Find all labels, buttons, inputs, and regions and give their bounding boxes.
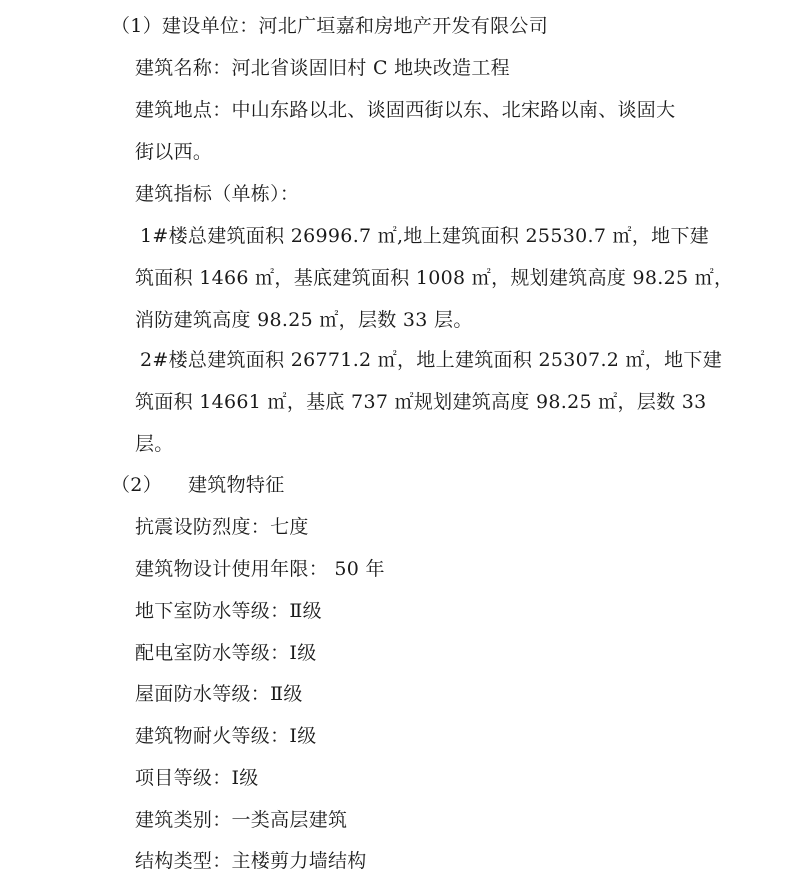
feature-fire-resistance: 建筑物耐火等级：Ⅰ级 — [135, 725, 317, 747]
building-1-line-3: 消防建筑高度 98.25 ㎡，层数 33 层。 — [135, 309, 473, 331]
feature-structure-type: 结构类型：主楼剪力墙结构 — [135, 850, 367, 872]
building-2-line-3: 层。 — [135, 433, 174, 455]
building-1-line-2: 筑面积 1466 ㎡，基底建筑面积 1008 ㎡，规划建筑高度 98.25 ㎡， — [135, 267, 734, 289]
section-2-heading — [111, 473, 285, 497]
feature-seismic: 抗震设防烈度：七度 — [135, 516, 309, 538]
feature-basement-waterproof: 地下室防水等级：Ⅱ级 — [135, 600, 322, 622]
feature-roof-waterproof: 屋面防水等级：Ⅱ级 — [135, 683, 303, 705]
feature-service-life: 建筑物设计使用年限： 50 年 — [135, 558, 385, 580]
feature-building-category: 建筑类别：一类高层建筑 — [135, 809, 348, 831]
section-2-title: 建筑物特征 — [188, 474, 285, 496]
section-1-heading: （1）建设单位：河北广垣嘉和房地产开发有限公司 — [111, 15, 548, 37]
section-2-number: （2） — [111, 474, 162, 496]
building-2-line-2: 筑面积 14661 ㎡，基底 737 ㎡规划建筑高度 98.25 ㎡，层数 33 — [135, 391, 707, 413]
building-location-line-1: 建筑地点：中山东路以北、谈固西街以东、北宋路以南、谈固大 — [135, 99, 676, 121]
feature-project-grade: 项目等级：Ⅰ级 — [135, 767, 259, 789]
building-1-line-1: 1#楼总建筑面积 26996.7 ㎡,地上建筑面积 25530.7 ㎡，地下建 — [140, 225, 710, 247]
building-name-line: 建筑名称：河北省谈固旧村 C 地块改造工程 — [135, 57, 510, 79]
building-2-line-1: 2#楼总建筑面积 26771.2 ㎡，地上建筑面积 25307.2 ㎡，地下建 — [140, 349, 723, 371]
building-indicators-label: 建筑指标（单栋）： — [135, 183, 300, 205]
feature-power-room-waterproof: 配电室防水等级：Ⅰ级 — [135, 642, 317, 664]
building-location-line-2: 街以西。 — [135, 141, 213, 163]
